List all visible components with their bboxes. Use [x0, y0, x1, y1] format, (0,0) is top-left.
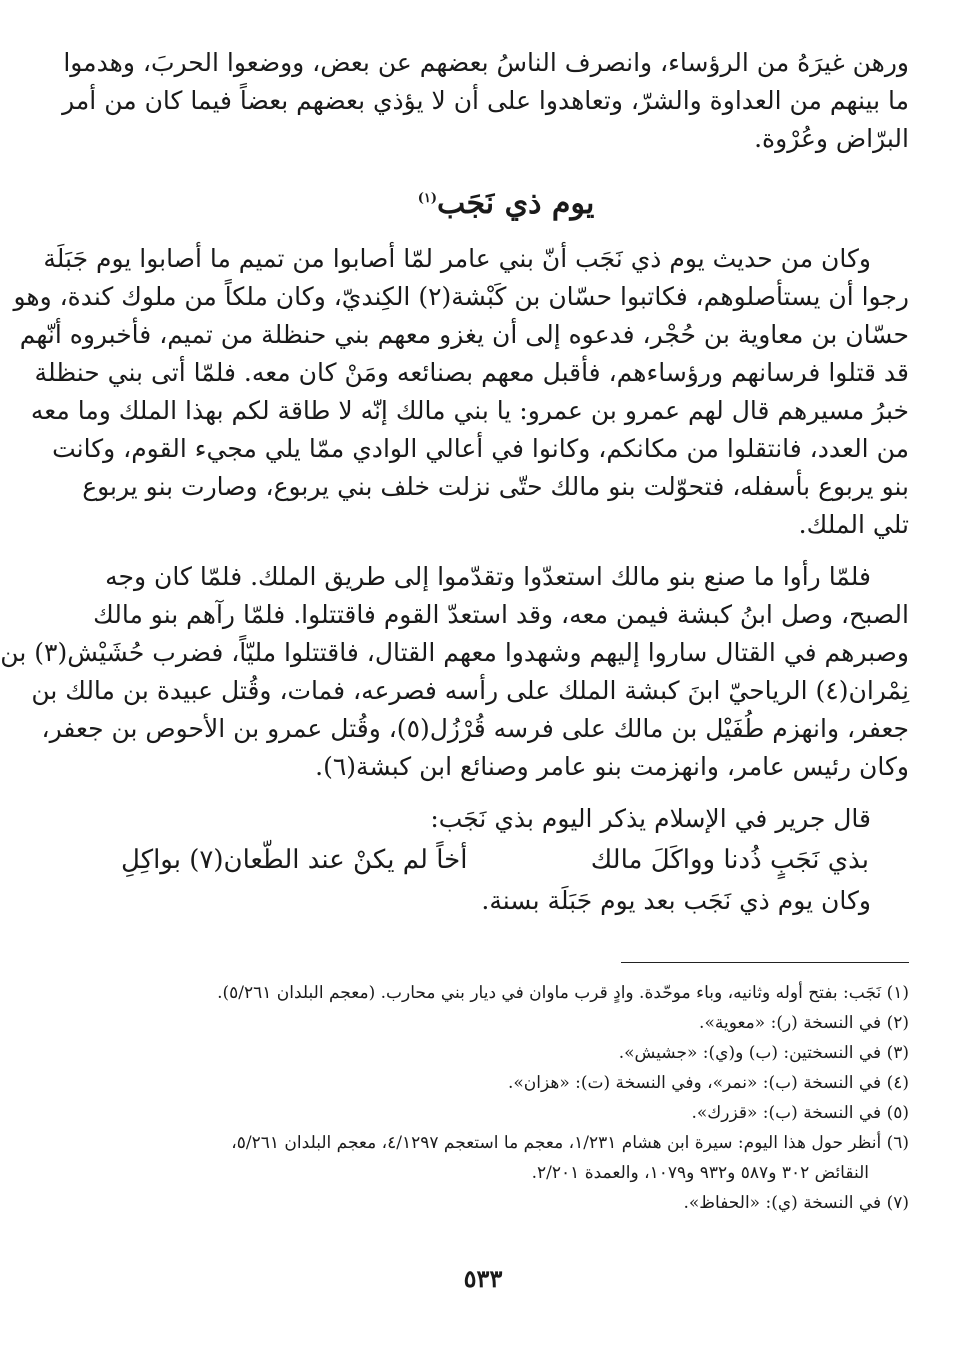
text-line: ورهن غيرَهُ من الرؤساء، وانصرف الناسُ بعضهم عن بعض، ووضعوا الحربَ، وهدموا [63, 48, 909, 77]
poem-after [103, 882, 909, 920]
footnote: النقائض ٣٠٢ و٥٨٧ و٩٣٢ و١٠٧٩، والعمدة ٢/٢٠١. [531, 1163, 869, 1183]
text-line: وكان رئيس عامر، وانهزمت بنو عامر وصنائع ابن كبشة(٦). [315, 752, 909, 781]
text-line: الصبح، وصل ابنُ كبشة فيمن معه، وقد استعدّ القوم فاقتتلوا. فلمّا رآهم بنو مالك [93, 600, 909, 629]
section-heading [103, 182, 909, 226]
footnote: (٢) في النسخة (ر): «معوية». [699, 1013, 909, 1033]
paragraph-1 [13, 240, 909, 544]
text-line: رجوا أن يستأصلوهم، فكاتبوا حسّان بن كَبْشة(٢) الكِنديّ، وكان ملكاً من ملوك كندة، وهو [13, 282, 909, 311]
poem-block [103, 800, 909, 838]
verse-first-hemistich: بذي نَجَبٍ ذُدنا وواكَلَ مالك [590, 845, 869, 875]
footnote: (٦) أنظر حول هذا اليوم: سيرة ابن هشام ١/٢٣١، معجم ما استعجم ٤/١٢٩٧، معجم البلدان ٥/٢٦١، [231, 1133, 909, 1153]
footnote: (٧) في النسخة (ي): «الحفاظ». [683, 1193, 909, 1213]
text-line: جعفر، وانهزم طُفَيْل بن مالك على فرسه قُرْزُل(٥)، وقُتل عمرو بن الأحوص بن جعفر، [41, 714, 909, 743]
text-line: وكان يوم ذي نَجَب بعد يوم جَبَلَة بسنة. [481, 886, 871, 915]
section-title: يوم ذي نَجَب [436, 186, 595, 221]
text-line: من العدد، فانتقلوا من مكانكم، وكانوا في أعالي الوادي ممّا يلي مجيء القوم، وكانت [52, 434, 909, 463]
text-line: بنو يربوع بأسفله، فتحوّلت بنو مالك حتّى نزلت خلف بني يربوع، وصارت بنو يربوع [82, 472, 909, 501]
intro-paragraph [62, 44, 909, 158]
paragraph-2 [0, 558, 909, 786]
page-number: ٥٣٣ [463, 1264, 503, 1293]
page-body [0, 44, 909, 920]
poem-intro: قال جرير في الإسلام يذكر اليوم بذي نَجَب: [430, 804, 871, 833]
footnote: (٥) في النسخة (ب): «قزرك». [691, 1103, 909, 1123]
verse-second-hemistich: أخاً لم يكنْ عند الطّعان(٧) بواكِلِ [121, 845, 468, 875]
spacer [103, 544, 909, 558]
text-line: خبرُ مسيرهم قال لهم عمرو بن عمرو: يا بني مالك إنّه لا طاقة لكم بهذا الملك وما معه [30, 396, 909, 425]
footnote: (٤) في النسخة (ب): «نمر»، وفي النسخة (ت): «هزان». [508, 1073, 909, 1093]
text-line: فلمّا رأوا ما صنع بنو مالك استعدّوا وتقدّموا إلى طريق الملك. فلمّا كان وجه [105, 562, 871, 591]
footnote-divider [621, 962, 909, 963]
footnote: (١) نَجَب: بفتح أوله وثانيه، وباء موحّدة. وادٍ قرب ماوان في ديار بني محارب. (معجم البلدان ٥/٢٦١). [217, 983, 909, 1003]
text-line: تلي الملك. [798, 510, 909, 539]
footnotes [103, 978, 909, 1218]
text-line: ما بينهم من العداوة والشرّ، وتعاهدوا على أن لا يؤذي بعضهم بعضاً فيما كان من أمر [62, 86, 909, 115]
text-line: وكان من حديث يوم ذي نَجَب أنّ بني عامر لمّا أصابوا من تميم ما أصابوا يوم جَبَلَة [43, 244, 871, 273]
poem-verse [103, 838, 909, 882]
footnote: (٣) في النسختين: (ب) و(ي): «جشيش». [618, 1043, 909, 1063]
text-line: حسّان بن معاوية بن حُجْر، فدعوه إلى أن يغزو معهم بني حنظلة من تميم، فأخبروه أنّهم [19, 320, 909, 349]
text-line: وصبرهم في القتال ساروا إليهم وشهدوا معهم القتال، فاقتتلوا مليّاً، فضرب حُشَيْش(٣) بن [0, 638, 909, 667]
text-line: قد قتلوا فرسانهم ورؤساءهم، فأقبل معهم بصنائعه ومَنْ كان معه. فلمّا أتى بني حنظلة [34, 358, 909, 387]
footnote-ref: (١) [417, 191, 437, 206]
spacer [103, 786, 909, 800]
text-line: نِمْران(٤) الرياحيّ ابنَ كبشة الملك على رأسه فصرعه، فمات، وقُتل عبيدة بن مالك بن [31, 676, 909, 705]
text-line: البرّاض وعُرْوة. [754, 124, 909, 153]
